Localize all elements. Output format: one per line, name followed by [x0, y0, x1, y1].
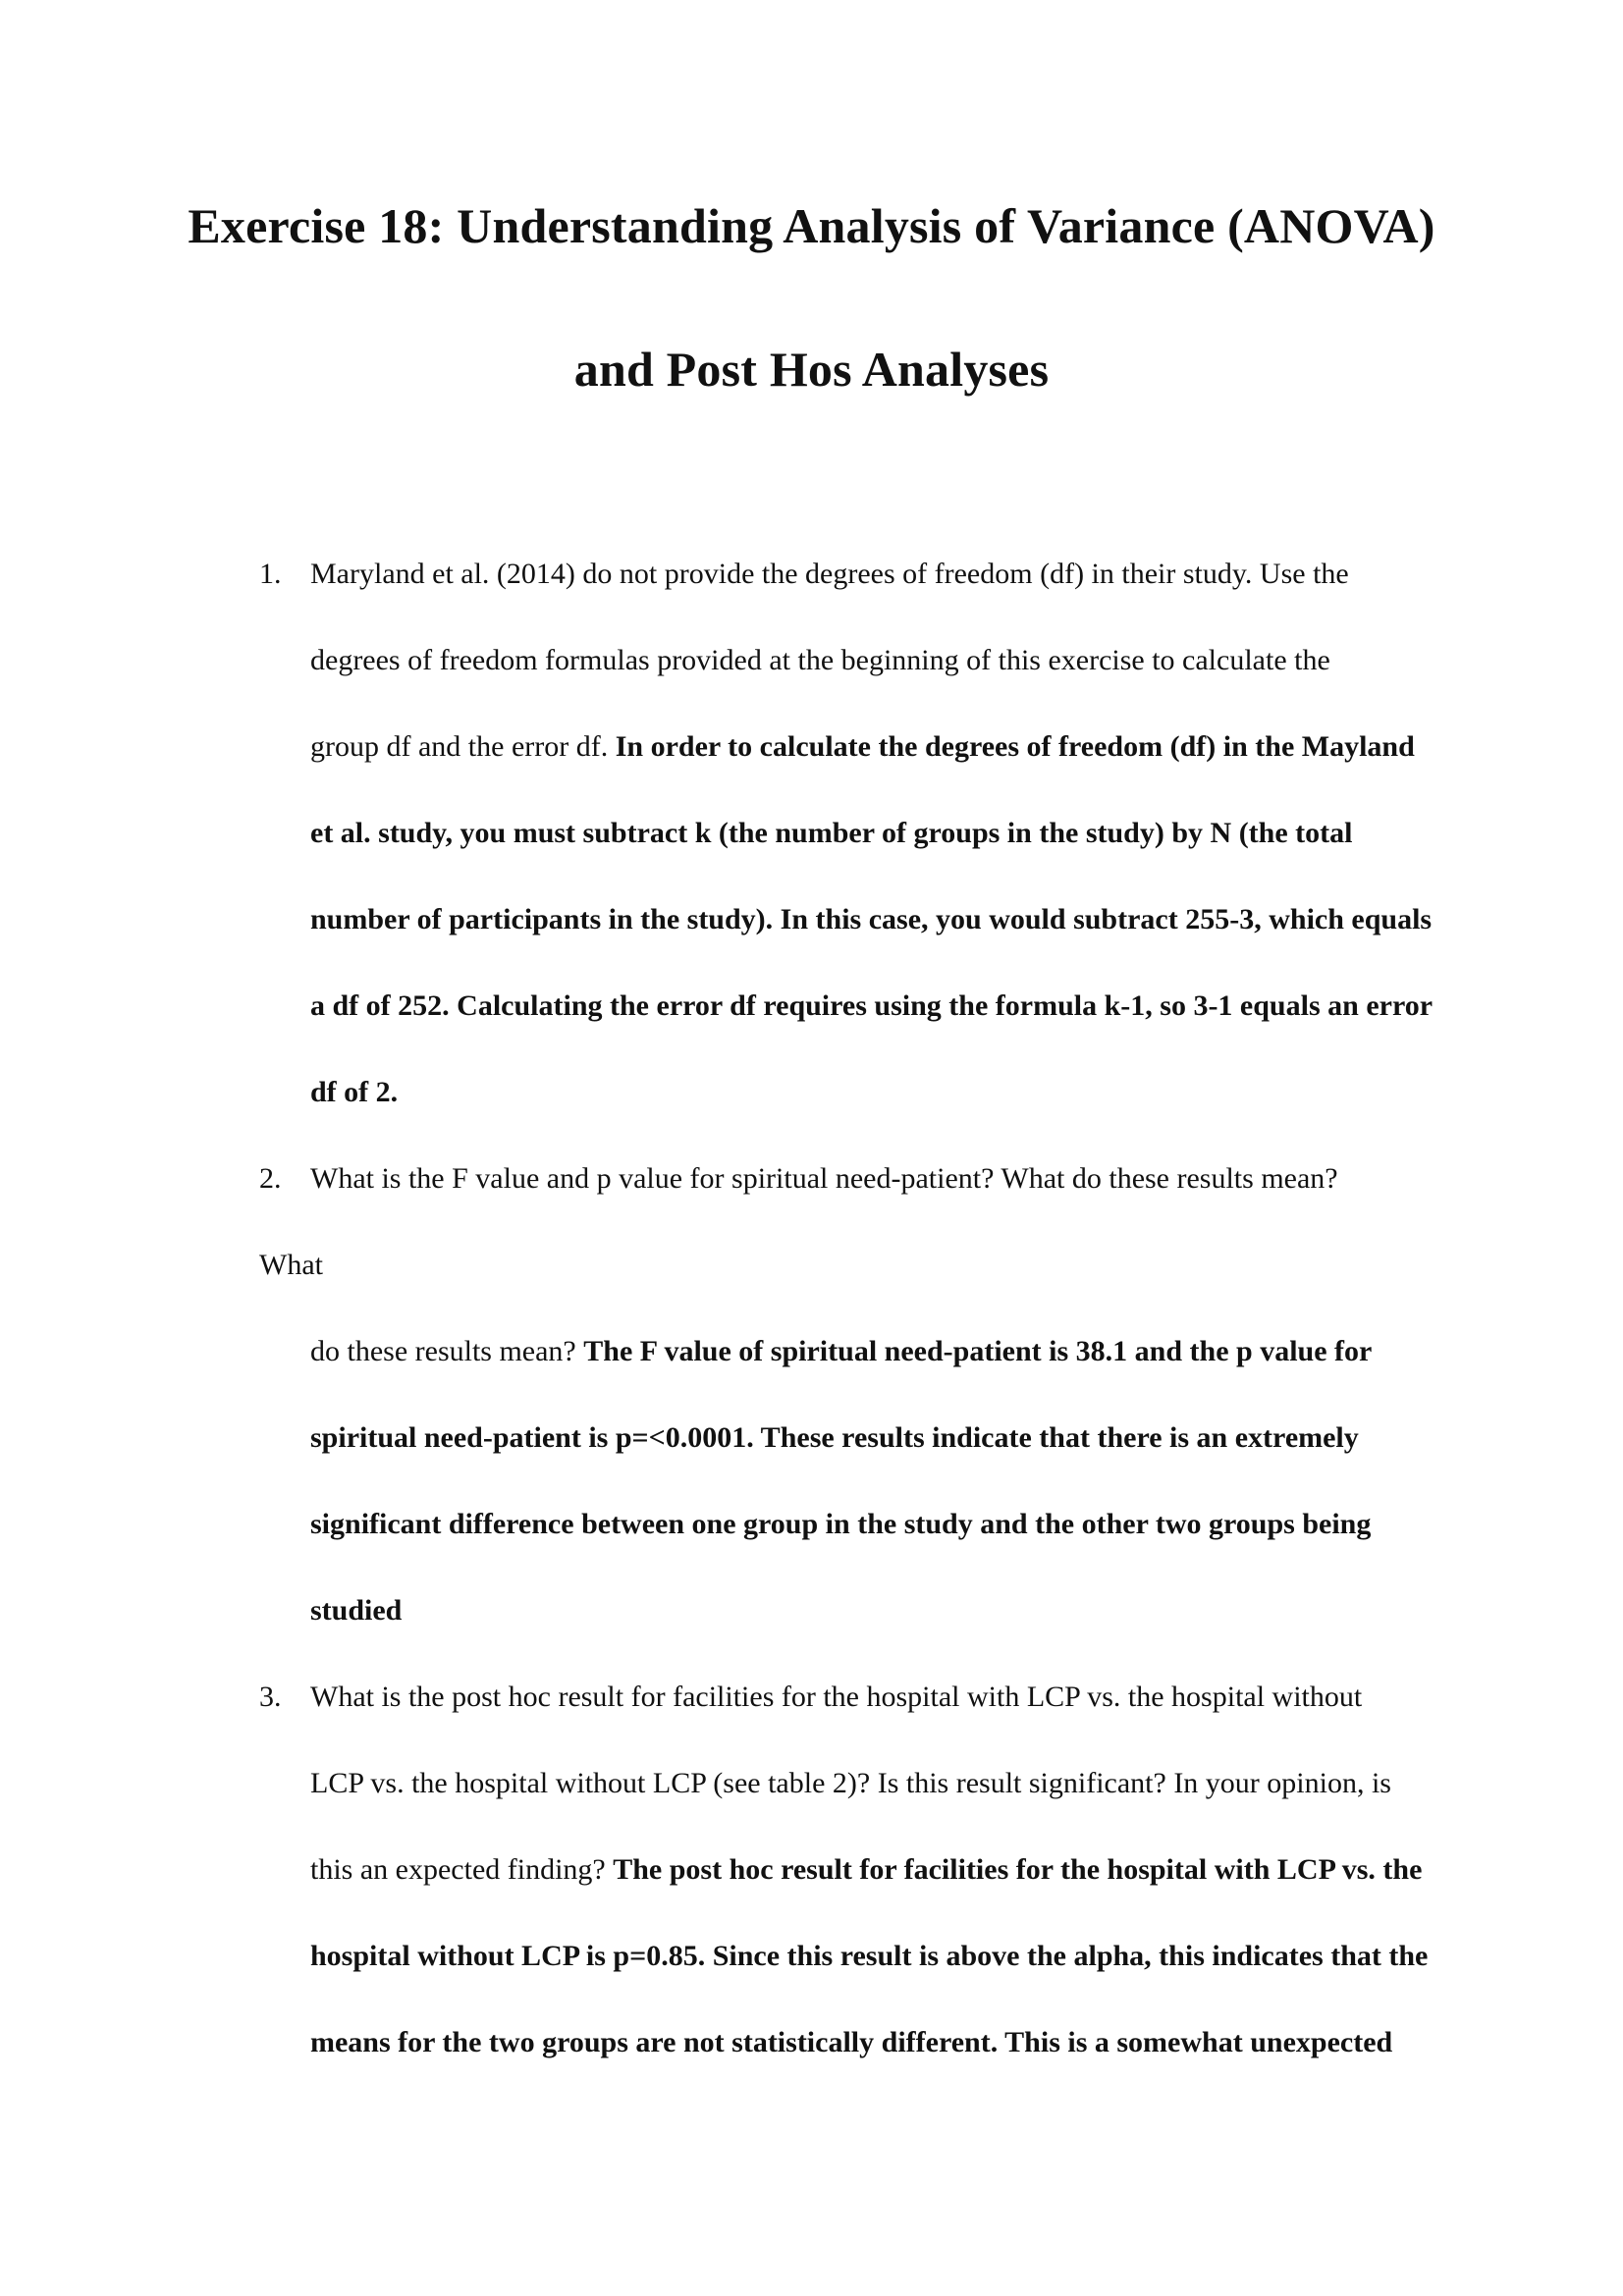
question-2-line-1: What is the F value and p value for spiritual need-patient? What do these results mean? [310, 1162, 1338, 1195]
question-2-line-2 [310, 1334, 1372, 1369]
answer-3-line-2: hospital without LCP is p=0.85. Since this result is above the alpha, this indicates that the [310, 1940, 1429, 1972]
question-2-what: What [259, 1249, 323, 1281]
question-3-line-3-text: this an expected finding? [310, 1853, 614, 1886]
question-2-number: 2. [259, 1162, 282, 1195]
answer-1-line-3: number of participants in the study). In this case, you would subtract 255-3, which equals [310, 903, 1433, 935]
answer-2-line-4: studied [310, 1594, 403, 1627]
question-1-number: 1. [259, 558, 282, 590]
question-1-line-1: Maryland et al. (2014) do not provide the degrees of freedom (df) in their study. Use the [310, 558, 1349, 590]
question-2-line-2-text: do these results mean? [310, 1335, 584, 1367]
question-1-line-2: degrees of freedom formulas provided at the beginning of this exercise to calculate the [310, 644, 1330, 676]
answer-2-start: The F value of spiritual need-patient is 38.1 and the p value for [583, 1335, 1373, 1367]
answer-1-line-5: df of 2. [310, 1076, 399, 1108]
answer-1-line-2: et al. study, you must subtract k (the number of groups in the study) by N (the total [310, 817, 1353, 849]
answer-1-start: In order to calculate the degrees of freedom (df) in the Mayland [615, 730, 1415, 763]
document-title-line-1: Exercise 18: Understanding Analysis of Variance (ANOVA) [188, 198, 1435, 253]
answer-1-line-4: a df of 252. Calculating the error df requires using the formula k-1, so 3-1 equals an error [310, 989, 1434, 1022]
question-3-line-1: What is the post hoc result for facilities for the hospital with LCP vs. the hospital without [310, 1681, 1363, 1713]
answer-3-line-3: means for the two groups are not statistically different. This is a somewhat unexpected [310, 2026, 1393, 2058]
question-3-line-2: LCP vs. the hospital without LCP (see table 2)? Is this result significant? In your opinion, is [310, 1767, 1391, 1799]
answer-2-line-3: significant difference between one group in the study and the other two groups being [310, 1508, 1372, 1540]
question-1-line-3 [310, 729, 1415, 765]
answer-2-line-2: spiritual need-patient is p=<0.0001. These results indicate that there is an extremely [310, 1421, 1359, 1454]
question-3-line-3 [310, 1852, 1422, 1888]
answer-3-start: The post hoc result for facilities for the hospital with LCP vs. the [613, 1853, 1423, 1886]
question-1-line-3-text: group df and the error df. [310, 730, 616, 763]
question-3-number: 3. [259, 1681, 282, 1713]
document-title-line-2: and Post Hos Analyses [573, 342, 1050, 397]
